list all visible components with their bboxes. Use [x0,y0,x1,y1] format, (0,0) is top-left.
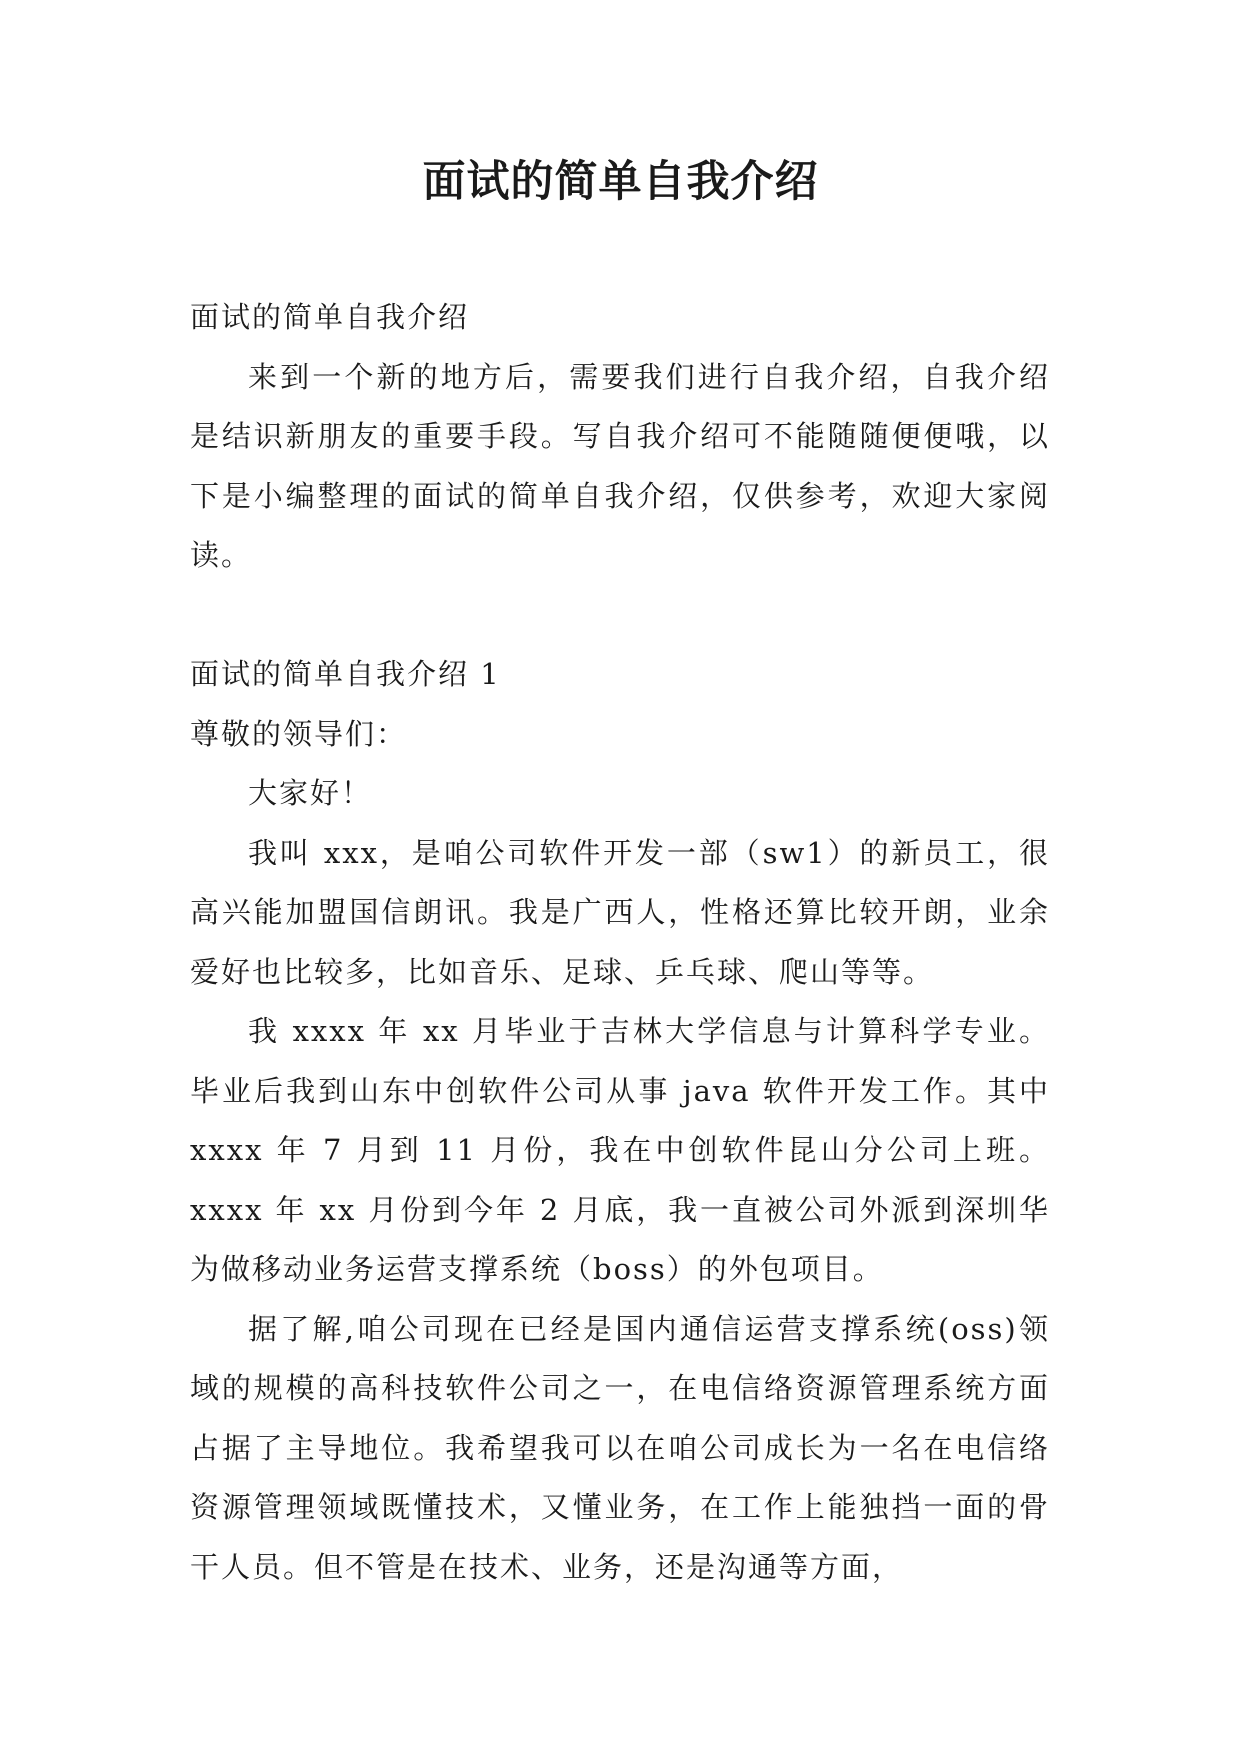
section-heading-intro: 面试的简单自我介绍 [190,300,470,334]
document-title: 面试的简单自我介绍 [422,157,819,207]
body-paragraph: 我 xxxx 年 xx 月毕业于吉林大学信息与计算科学专业。毕业后我到山东中创软件公司从事 java 软件开发工作。其中 xxxx 年 7 月到 11 月份，我在中创软件昆山分公司上班。xxxx 年 xx 月份到今年 2 月底，我一直被公司外派到深圳华为做移动业务运营支撑系统（boss）的外包项目。 [190,1014,1050,1286]
section-heading-1: 面试的简单自我介绍 1 [190,657,501,691]
salutation: 尊敬的领导们： [190,716,408,751]
paragraph-spacer [190,586,1050,646]
body-paragraph: 据了解,咱公司现在已经是国内通信运营支撑系统(oss)领域的规模的高科技软件公司之一，在电信络资源管理系统方面占据了主导地位。我希望我可以在咱公司成长为一名在电信络资源管理领域既懂技术，又懂业务，在工作上能独挡一面的骨干人员。但不管是在技术、业务，还是沟通等方面， [190,1311,1050,1584]
intro-paragraph: 来到一个新的地方后，需要我们进行自我介绍，自我介绍是结识新朋友的重要手段。写自我介绍可不能随随便便哦，以下是小编整理的面试的简单自我介绍，仅供参考，欢迎大家阅读。 [190,359,1050,572]
document-body [190,288,1050,1597]
body-paragraph: 我叫 xxx，是咱公司软件开发一部（sw1）的新员工，很高兴能加盟国信朗讯。我是广西人，性格还算比较开朗，业余爱好也比较多，比如音乐、足球、乒乓球、爬山等等。 [190,835,1050,989]
greeting: 大家好！ [248,776,373,810]
